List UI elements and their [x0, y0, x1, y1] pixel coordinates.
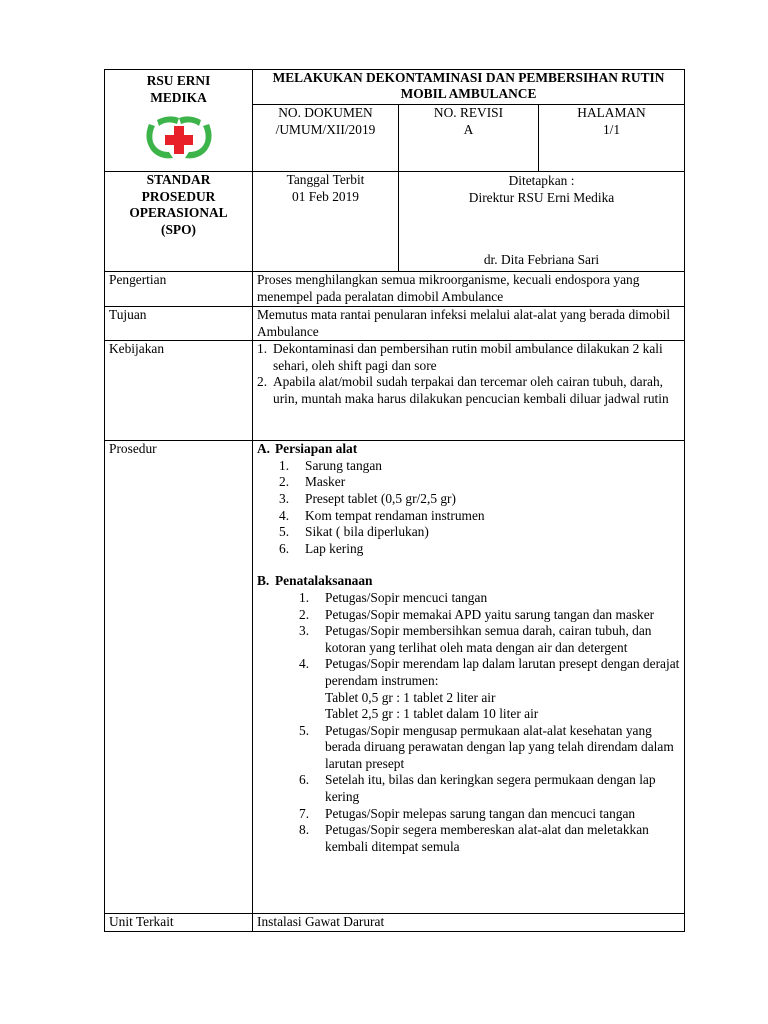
list-item: 5. Sikat ( bila diperlukan) — [279, 524, 429, 540]
list-item: 5. Petugas/Sopir mengusap permukaan alat-alat kesehatan yang berada diruang perawatan dengan lap yang telah direndam dalam larutan presept — [299, 722, 674, 771]
kebijakan-label: Kebijakan — [105, 341, 253, 441]
pengertian-text: Proses menghilangkan semua mikroorganisme, kecuali endospora yang menempel pada peralatan dimobil Ambulance — [253, 272, 685, 307]
unit-text: Instalasi Gawat Darurat — [253, 914, 685, 932]
spo-line-3: OPERASIONAL — [129, 205, 228, 221]
prosedur-cell — [253, 441, 685, 914]
document-title: MELAKUKAN DEKONTAMINASI DAN PEMBERSIHAN RUTIN MOBIL AMBULANCE — [253, 70, 685, 105]
tujuan-text: Memutus mata rantai penularan infeksi melalui alat-alat yang berada dimobil Ambulance — [253, 307, 685, 341]
list-item: 3. Petugas/Sopir membersihkan semua darah, cairan tubuh, dan kotoran yang terlihat oleh mata dengan air dan detergent — [299, 623, 652, 655]
list-item: 1. Petugas/Sopir mencuci tangan — [299, 589, 488, 605]
page-label: HALAMAN — [577, 105, 646, 120]
list-item: 8. Petugas/Sopir segera membereskan alat-alat dan meletakkan kembali ditempat semula — [299, 822, 649, 854]
section-b-list — [299, 590, 680, 856]
kebijakan-cell — [253, 341, 685, 441]
hospital-cell — [105, 70, 253, 172]
list-item: 1. Sarung tangan — [279, 457, 382, 473]
issue-date-value: 01 Feb 2019 — [292, 188, 359, 204]
prosedur-label: Prosedur — [105, 441, 253, 914]
unit-label: Unit Terkait — [105, 914, 253, 932]
list-item: 2. Apabila alat/mobil sudah terpakai dan tercemar oleh cairan tubuh, darah, urin, muntah maka harus dilakukan pencucian kembali diluar jadwal rutin — [257, 374, 669, 406]
section-b-heading: B. Penatalaksanaan — [257, 573, 373, 589]
doc-number-cell — [253, 105, 399, 172]
list-item: 1. Dekontaminasi dan pembersihan rutin mobil ambulance dilakukan 2 kali sehari, oleh shift pagi dan sore — [257, 341, 663, 373]
list-item: 6. Lap kering — [279, 540, 364, 556]
revision-label: NO. REVISI — [433, 105, 504, 120]
list-item: 7. Petugas/Sopir melepas sarung tangan dan mencuci tangan — [299, 805, 636, 821]
approval-by: Direktur RSU Erni Medika — [468, 189, 615, 205]
doc-number-label: NO. DOKUMEN — [278, 105, 373, 120]
hospital-name: RSU ERNI MEDIKA — [146, 73, 211, 105]
issue-date-label: Tanggal Terbit — [286, 172, 365, 187]
list-item: 2. Masker — [279, 474, 346, 490]
spo-line-2: PROSEDUR — [141, 188, 216, 204]
spo-cell — [105, 172, 253, 272]
tujuan-label: Tujuan — [105, 307, 253, 341]
revision-value: A — [463, 121, 474, 137]
approval-label: Ditetapkan : — [508, 173, 575, 188]
section-a-heading: A. Persiapan alat — [257, 441, 358, 457]
signature-space — [403, 206, 680, 252]
signatory-name: dr. Dita Febriana Sari — [483, 252, 600, 268]
page-value: 1/1 — [602, 121, 621, 137]
dosage-line-2: Tablet 2,5 gr : 1 tablet dalam 10 liter air — [325, 706, 539, 722]
kebijakan-list — [257, 341, 680, 407]
section-a-list — [279, 458, 680, 558]
spo-line-1: STANDAR — [146, 172, 211, 187]
pengertian-label: Pengertian — [105, 272, 253, 307]
list-item: 3. Presept tablet (0,5 gr/2,5 gr) — [279, 490, 456, 506]
issue-date-cell — [253, 172, 399, 272]
doc-number-value: /UMUM/XII/2019 — [275, 121, 376, 137]
spo-document-table — [104, 69, 685, 932]
spo-line-4: (SPO) — [161, 221, 196, 237]
dosage-line-1: Tablet 0,5 gr : 1 tablet 2 liter air — [325, 689, 496, 705]
list-item: 4. Kom tempat rendaman instrumen — [279, 507, 485, 523]
approval-cell — [399, 172, 685, 272]
list-item: 2. Petugas/Sopir memakai APD yaitu sarung tangan dan masker — [299, 606, 655, 622]
list-item: 6. Setelah itu, bilas dan keringkan segera permukaan dengan lap kering — [299, 772, 656, 805]
page-cell — [539, 105, 685, 172]
revision-cell — [399, 105, 539, 172]
hospital-logo-icon — [139, 114, 219, 162]
list-item: 4. Petugas/Sopir merendam lap dalam larutan presept dengan derajat perendam instrumen: Tablet 0,5 gr : 1 tablet 2 liter air Tablet 2,5 gr : 1 tablet dalam 10 liter air — [299, 656, 680, 722]
